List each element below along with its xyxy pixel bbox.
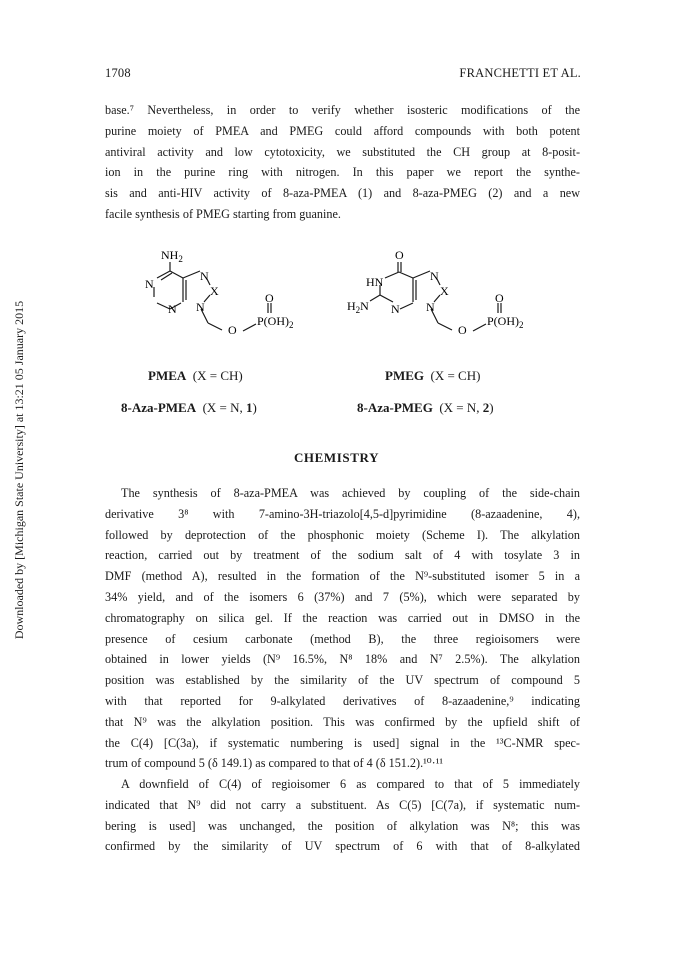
compound-name: 8-Aza-PMEG <box>357 400 433 415</box>
atom-n7: N <box>430 269 439 283</box>
h2n-label: $H_2N$ <box>347 299 369 315</box>
pmeg-caption <box>385 368 480 384</box>
compound-name: PMEG <box>385 368 424 383</box>
text-line: indicated that N⁹ did not carry a substituent. As C(5) [C(7a), if systematic num- <box>105 797 580 812</box>
text-line: chromatography on silica gel. If the reaction was carried out in DMSO in the <box>105 610 580 625</box>
carbonyl-oxygen: O <box>395 248 404 262</box>
atom-n1: N <box>145 277 154 291</box>
pmea-caption <box>148 368 243 384</box>
compound-condition: (X = N, <box>202 400 247 415</box>
intro-paragraph <box>105 100 580 225</box>
text-line: A downfield of C(4) of regioisomer 6 as compared to that of 5 immediately <box>121 777 580 791</box>
section-heading: CHEMISTRY <box>293 450 380 465</box>
text-line: antiviral activity and low cytotoxicity, we substituted the CH group at 8-posit- <box>105 144 580 159</box>
text-line: The synthesis of 8-aza-PMEA was achieved by coupling of the side-chain <box>121 486 580 500</box>
pmeg-structure <box>345 245 575 345</box>
running-head: FRANCHETTI ET AL. <box>459 66 581 80</box>
pmea-structure <box>140 245 370 345</box>
aza-pmeg-caption <box>357 400 494 416</box>
atom-x: X <box>210 284 219 298</box>
text-line: reaction, carried out by treatment of the sodium salt of 4 with tosylate 3 in <box>105 548 580 563</box>
compound-condition-end: ) <box>489 400 494 415</box>
ether-oxygen: O <box>458 323 467 337</box>
compound-number: 1 <box>246 400 253 415</box>
atom-n7: N <box>200 269 209 283</box>
text-line: followed by deprotection of the phosphonic moiety (Scheme I). The alkylation <box>105 527 580 542</box>
atom-n9: N <box>426 300 435 314</box>
compound-condition: (X = N, <box>439 400 483 415</box>
compound-number: 2 <box>482 400 490 415</box>
text-line: that N⁹ was the alkylation position. This was confirmed by the upfield shift of <box>105 714 580 729</box>
chemistry-paragraph <box>105 483 580 774</box>
compound-condition-end: ) <box>252 400 257 415</box>
text-line: confirmed by the similarity of UV spectrum of 6 with that of 8-alkylated <box>105 839 580 854</box>
atom-n9: N <box>196 300 205 314</box>
compound-condition: (X = CH) <box>192 368 243 383</box>
text-line: bering is used] was unchanged, the position of alkylation was N⁸; this was <box>105 818 580 833</box>
chemistry-paragraph-2 <box>105 774 580 857</box>
text-line: presence of cesium carbonate (method B), the three regioisomers were <box>105 631 580 646</box>
text-line: facile synthesis of PMEG starting from guanine. <box>105 206 341 221</box>
text-line: DMF (method A), resulted in the formation of the N⁹-substituted isomer 5 in a <box>105 569 580 584</box>
text-line: derivative 3⁸ with 7-amino-3H-triazolo[4,5-d]pyrimidine (8-azaadenine, 4), <box>105 506 580 521</box>
page-number: 1708 <box>105 66 131 80</box>
download-notice-text: Downloaded by [Michigan State University] at 13:21 05 January 2015 <box>12 300 26 640</box>
text-line: with that reported for 9-alkylated derivatives of 8-azaadenine,⁹ indicating <box>105 693 580 708</box>
compound-name: PMEA <box>148 368 187 383</box>
text-line: the C(4) [C(3a), if systematic numbering is used] signal in the ¹³C-NMR spec- <box>105 735 580 750</box>
ether-oxygen: O <box>228 323 237 337</box>
atom-x: X <box>440 284 449 298</box>
download-notice <box>12 290 24 650</box>
text-line: obtained in lower yields (N⁹ 16.5%, N⁸ 18% and N⁷ 2.5%). The alkylation <box>105 652 580 667</box>
hn-label: HN <box>366 275 384 289</box>
phosphonic-group: $P(OH)_2$ <box>257 314 294 330</box>
nh2-label: $NH_2$ <box>161 248 183 264</box>
phosphoryl-oxygen: O <box>495 291 504 305</box>
text-line: position was established by the similarity of the UV spectrum of compound 5 <box>105 673 580 688</box>
compound-name: 8-Aza-PMEA <box>121 400 197 415</box>
compound-condition: (X = CH) <box>430 368 481 383</box>
phosphonic-group: $P(OH)_2$ <box>487 314 524 330</box>
atom-n3: N <box>168 302 177 316</box>
text-line: purine moiety of PMEA and PMEG could afford compounds with both potent <box>105 123 580 138</box>
text-line: trum of compound 5 (δ 149.1) as compared to that of 4 (δ 151.2).¹⁰·¹¹ <box>105 756 444 771</box>
phosphoryl-oxygen: O <box>265 291 274 305</box>
text-line: 34% yield, and of the isomers 6 (37%) and 7 (5%), which were separated by <box>105 589 580 604</box>
text-line: ion in the purine ring with nitrogen. In this paper we report the synthe- <box>105 165 580 180</box>
text-line: base.⁷ Nevertheless, in order to verify whether isosteric modifications of the <box>105 103 580 117</box>
aza-pmea-caption <box>121 400 257 416</box>
text-line: sis and anti-HIV activity of 8-aza-PMEA (1) and 8-aza-PMEG (2) and a new <box>105 186 580 201</box>
atom-n3: N <box>391 302 400 316</box>
